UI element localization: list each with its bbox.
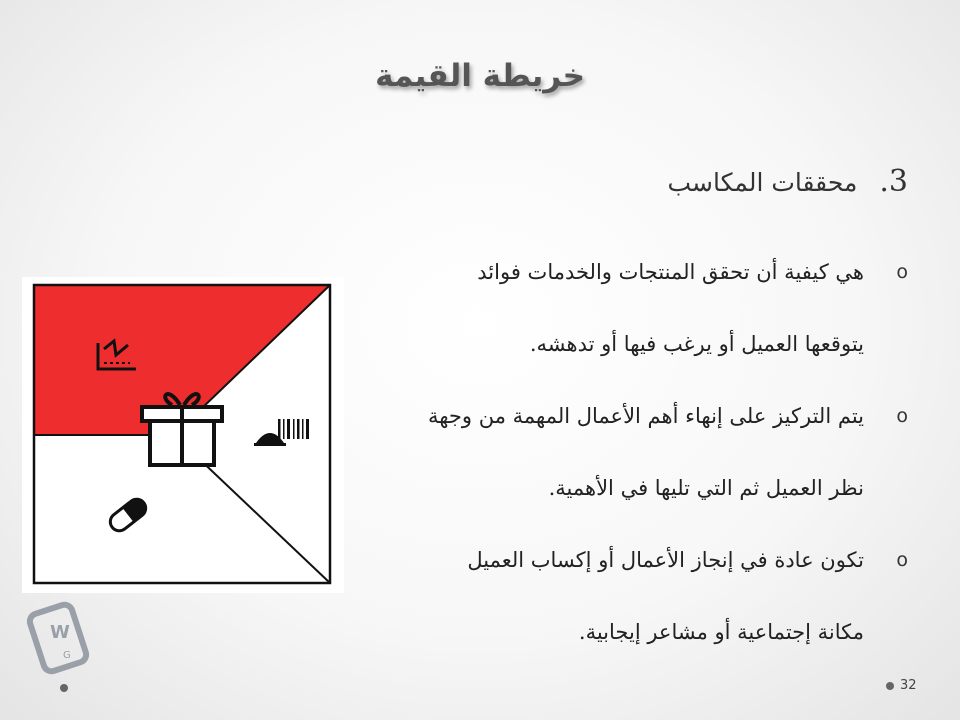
bullet-item [348,380,908,524]
section-heading [668,164,909,199]
value-map-diagram [22,277,344,593]
decorative-dot [886,682,894,690]
page-number: 32 [900,678,917,693]
slide-title: خريطة القيمة [375,58,585,94]
logo-letter-top: W [50,622,70,643]
bullet-marker: o [896,261,908,283]
decorative-dot [60,684,68,692]
bullet-line: مكانة إجتماعية أو مشاعر إيجابية. [578,620,864,644]
logo-letter-bottom: G [63,650,71,661]
barcode-service-icon [254,419,309,446]
bullet-line: نظر العميل ثم التي تليها في الأهمية. [548,476,864,500]
bullet-item [348,236,908,380]
section-number: 3. [879,164,908,199]
wg-logo [22,600,98,676]
section-title: محققات المكاسب [667,168,858,197]
bullet-list [348,236,908,668]
value-map-svg [22,277,344,593]
bullet-marker: o [896,405,908,427]
bullet-item [348,524,908,668]
logo-svg [22,600,98,676]
bullet-line: يتوقعها العميل أو يرغب فيها أو تدهشه. [529,332,864,356]
bullet-line: تكون عادة في إنجاز الأعمال أو إكساب العميل [467,548,864,572]
bullet-line: يتم التركيز على إنهاء أهم الأعمال المهمة من وجهة [427,404,864,428]
bullet-line: هي كيفية أن تحقق المنتجات والخدمات فوائد [477,260,864,284]
bullet-marker: o [896,549,908,571]
pill-icon [107,496,150,535]
